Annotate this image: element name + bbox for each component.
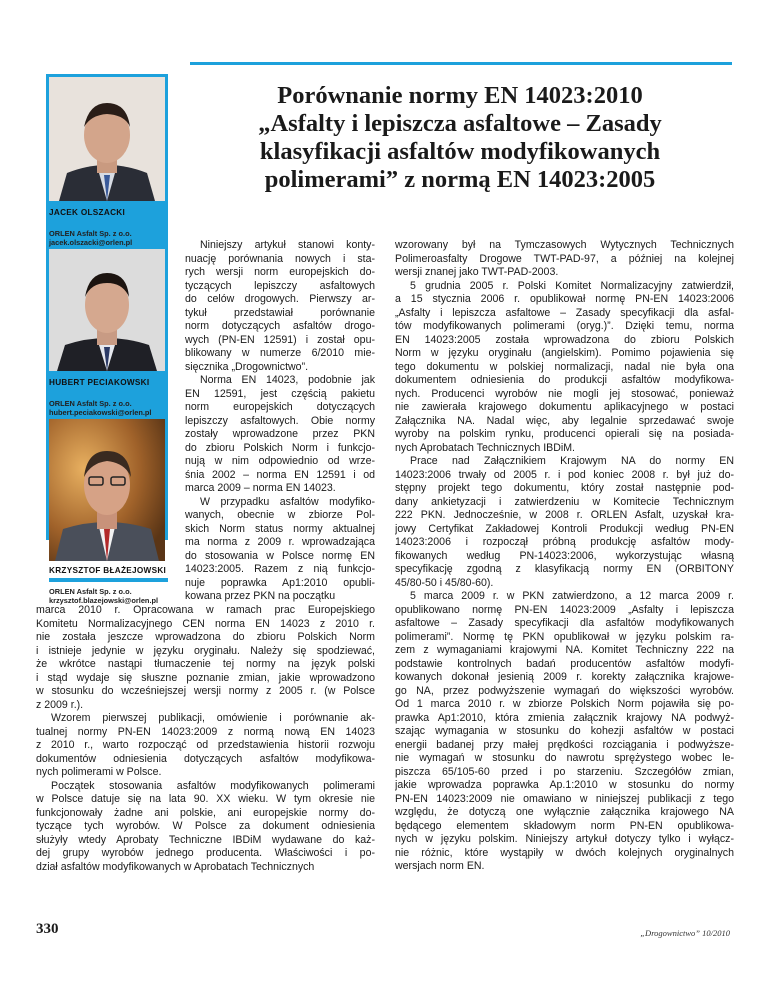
author-photo-blazejowski — [49, 419, 165, 561]
text-line: funkcjonowały żadne ani polskie, ani europejskie normy do- — [36, 806, 375, 819]
text-line: 5 marca 2009 r. w PKN zatwierdzono, a 12 marca 2009 r. — [410, 590, 734, 602]
text-line: Polimeroasfalty Drogowe TWT-PAD-97, a później na kolejnej — [395, 252, 734, 265]
author-org: ORLEN Asfalt Sp. z o.o. — [49, 587, 132, 596]
text-line: stępny projekt tego dokumentu, który został następnie pod- — [395, 482, 734, 494]
text-line: i istnieje jedynie w języku oryginału. Należy się spodziewać, — [36, 644, 375, 657]
text-line: dokumentów odniesienia dotyczących asfaltów modyfikowa- — [36, 752, 375, 765]
text-line: wersjach norm EN. — [395, 860, 485, 872]
text-line: prawka Ap1:2010, która zmienia załącznik krajowy NA podwyż- — [395, 711, 734, 724]
text-line: do celów drogowych. Pierwszy ar- — [185, 293, 375, 305]
text-line: służyły wtedy Aprobaty Techniczne IBDiM wydawane do każ- — [36, 833, 375, 846]
text-line: tów modyfikowanych polimerami (oryg.)”. Dzięki temu, norma — [395, 320, 734, 332]
text-line: wanych, obecnie w zbiorze Pol- — [185, 509, 375, 521]
text-line: dokumentem odniesienia do produkcji asfaltów modyfikowa- — [395, 374, 734, 386]
text-line: fikowanych według PN-14023:2006, wykorzystując własną — [395, 549, 734, 562]
text-line: w Polsce datuje się na lata 90. XX wieku. W tym okresie nie — [36, 793, 375, 805]
text-line: jowy Certyfikat Zakładowej Kontroli Produkcji według PN-EN — [395, 522, 734, 535]
author-name: KRZYSZTOF BŁAŻEJOWSKI — [49, 566, 167, 575]
text-line: szając wymagania w stosunku do kohezji asfaltów w postaci — [395, 725, 734, 737]
text-line: sięcznika „Drogownictwo”. — [185, 360, 309, 373]
text-line: a 15 stycznia 2006 r. opublikował normę PN-EN 14023:2006 — [395, 293, 734, 305]
journal-footer: „Drogownictwo” 10/2010 — [640, 928, 730, 938]
text-line: EN 12591, jest częścią pakietu — [185, 387, 375, 400]
text-line: wyroby na polskim rynku, producenci opierali się na posiada- — [395, 428, 734, 440]
text-line: go NA, przez podwyższenie wymagań do większości wyrobów. — [395, 684, 734, 697]
text-line: kowanych dokonał jesienią 2009 r. korekty załącznika krajowe- — [395, 671, 734, 683]
text-line: „Asfalty i lepiszcza asfaltowe – Zasady specyfikacji dla asfal- — [395, 306, 734, 319]
text-line: nych w języku polskim. Niniejszy artykuł dotyczy tylko i wyłącz- — [395, 833, 734, 845]
text-line: że wkrótce nastąpi tłumaczenie tej normy na język polski — [36, 658, 375, 670]
text-line: wych (PN-EN 12591) i został opu- — [185, 333, 375, 346]
body-text-narrow-column — [185, 239, 375, 604]
author-email[interactable]: jacek.olszacki@orlen.pl — [49, 238, 133, 247]
author-org: ORLEN Asfalt Sp. z o.o. — [49, 399, 132, 408]
page-number: 330 — [36, 921, 59, 937]
text-line: tykuł przedstawiał porównanie — [185, 306, 375, 319]
title-line: „Asfalty i lepiszcza asfaltowe – Zasady — [258, 110, 662, 137]
text-line: zostały wprowadzone przez PKN — [185, 428, 375, 440]
text-line: do stosowania w Polsce normę EN — [185, 549, 375, 562]
text-line: dany ankietyzacji i zatwierdzeniu w Komitecie Technicznym — [395, 495, 734, 508]
text-line: asfaltowe – Zasady specyfikacji dla asfaltów modyfikowanych — [395, 617, 734, 629]
author-block-olszacki — [49, 208, 174, 247]
text-line: rych wersji norm europejskich do- — [185, 266, 375, 278]
text-line: nych polimerami w Polsce. — [36, 766, 162, 778]
author-name: JACEK OLSZACKI — [49, 208, 126, 217]
text-line: Niniejszy artykuł stanowi konty- — [200, 239, 375, 251]
text-line: wzorowany był na Tymczasowych Wytycznych Technicznych — [395, 239, 734, 251]
text-line: 14023:2006 trwały od 2005 r. i pod koniec 2008 r. był już do- — [395, 468, 734, 481]
text-line: 45/80-50 i 45/80-60). — [395, 576, 494, 589]
text-line: specyfikację zgodną z klasyfikacją normy EN (ORBITONY — [395, 563, 734, 575]
text-line: nych. Producenci wyrobów nie mogli jej stosować, ponieważ — [395, 387, 734, 400]
text-line: Wzorem pierwszej publikacji, omówienie i porównanie ak- — [51, 712, 375, 724]
text-line: zem z wymaganiami krajowymi NA. Komitet Techniczny 222 na — [395, 644, 734, 656]
text-line: skich Norm status normy aktualnej — [185, 522, 375, 535]
text-line: Komitetu Normalizacyjnego CEN norma EN 14023 z 2010 r. — [36, 617, 375, 630]
text-line: lepiszczy asfaltowych. Obie normy — [185, 414, 375, 427]
author-bar — [49, 578, 168, 582]
title-line: klasyfikacji asfaltów modyfikowanych — [259, 138, 661, 165]
text-line: Od 1 marca 2010 r. w zbiorze Polskich Norm pojawiła się po- — [395, 698, 734, 710]
author-org: ORLEN Asfalt Sp. z o.o. — [49, 229, 132, 238]
text-line: względu, że dotyczą one wyłącznie załącznika krajowego NA — [395, 806, 734, 818]
text-line: w stosunku do wcześniejszej wersji normy z 2005 r. (w Polsce — [36, 685, 375, 697]
text-line: W przypadku asfaltów modyfiko- — [200, 495, 375, 508]
text-line: będącego elementem składowym norm PN-EN opublikowa- — [395, 819, 734, 832]
text-line: z 2009 r.). — [36, 698, 84, 711]
body-text-right-column — [395, 239, 734, 874]
text-line: i stąd wydaje się słuszne poznanie zmian, jakie wprowadzono — [36, 671, 375, 684]
text-line: tyczących lepiszczy asfaltowych — [185, 279, 375, 292]
title-line: polimerami” z normą EN 14023:2005 — [264, 166, 656, 193]
author-block-blazejowski — [49, 566, 174, 605]
author-block-peciakowski — [49, 378, 174, 417]
text-line: jakie wprowadza poprawka Ap.1:2010 w stosunku do normy — [395, 779, 734, 791]
text-line: nuje poprawka Ap1:2010 opubli- — [185, 576, 375, 589]
text-line: śnia 2002 – norma EN 12591 i od — [185, 468, 375, 481]
text-line: nie została jeszcze wprowadzona do zbioru Polskich Norm — [36, 631, 375, 643]
title-line: Porównanie normy EN 14023:2010 — [277, 82, 643, 109]
article-title — [200, 82, 720, 194]
text-line: 222 PKN. Jednocześnie, w 2008 r. ORLEN Asfalt, uzyskał kra- — [395, 509, 734, 521]
text-line: nych Aprobatach Technicznych IBDiM. — [395, 441, 575, 454]
text-line: dej grupy wyrobów jednego producenta. Właściwości i po- — [36, 847, 375, 859]
text-line: norm dotyczących asfaltów drogo- — [185, 320, 375, 332]
text-line: PN-EN 14023:2009 nie omawiano w niniejszej publikacji z tego — [395, 792, 734, 805]
text-line: 14023:2006 i rozpoczął próbną produkcję asfaltów mody- — [395, 536, 734, 548]
text-line: opublikowano normę PN-EN 14023:2009 „Asfalty i lepiszcza — [395, 603, 734, 616]
text-line: nują w nim odpowiednio od wrze- — [185, 455, 375, 467]
author-email[interactable]: krzysztof.blazejowski@orlen.pl — [49, 596, 159, 605]
text-line: EN 14023:2005 została wprowadzona do zbioru Polskich — [395, 333, 734, 346]
text-line: tyczące tych wyrobów. W Polsce za dokument odniesienia — [36, 820, 375, 832]
text-line: z 2010 r., warto rozpocząć od przedstawienia historii rozwoju — [36, 739, 375, 751]
text-line: nie zawierała krajowego dokumentu aplikacyjnego w postaci — [395, 401, 734, 413]
text-line: kowana przez PKN na początku — [185, 590, 336, 602]
text-line: Norma EN 14023, podobnie jak — [200, 374, 375, 386]
text-line: nuację porównania nowych i sta- — [185, 252, 375, 265]
text-line: Prace nad Załącznikiem Krajowym NA do normy EN — [410, 455, 734, 467]
text-line: Załącznika NA. Nadal więc, aby legalnie sprzedawać swoje — [395, 414, 734, 427]
text-line: nie różnic, które wystąpiły w dwóch kolejnych oryginalnych — [395, 846, 734, 859]
text-line: marca 2010 r. Opracowana w ramach prac Europejskiego — [36, 604, 375, 616]
author-name: HUBERT PECIAKOWSKI — [49, 378, 150, 387]
author-email[interactable]: hubert.peciakowski@orlen.pl — [49, 408, 152, 417]
text-line: ma norma z 2009 r. wprowadzająca — [185, 536, 375, 548]
author-photo-olszacki — [49, 77, 165, 201]
text-line: blikowany w numerze 6/2010 mie- — [185, 347, 375, 359]
text-line: do zbioru Polskich Norm i funkcjo- — [185, 441, 375, 454]
text-line: wersji znanej jako TWT-PAD-2003. — [395, 266, 559, 278]
author-bar — [49, 220, 168, 224]
text-line: podstawie kontrolnych badań producentów asfaltów modyfi- — [395, 657, 734, 670]
text-line: Początek stosowania asfaltów modyfikowanych polimerami — [51, 779, 375, 792]
text-line: nie wymagań w stosunku do nawrotu sprężystego wobec le- — [395, 752, 734, 764]
author-photo-peciakowski — [49, 249, 165, 371]
text-line: tego dokumentu w polskiej normalizacji, nadal nie była ona — [395, 360, 734, 373]
text-line: piszcza 65/105-60 przed i po starzeniu. Szczegółów zmian, — [395, 765, 734, 778]
text-line: norm europejskich dotyczących — [185, 401, 375, 413]
text-line: 5 grudnia 2005 r. Polski Komitet Normalizacyjny zatwierdził, — [410, 279, 734, 292]
author-bar — [49, 390, 168, 394]
header-rule — [190, 62, 732, 65]
text-line: marca 2009 – norma EN 14023. — [185, 482, 336, 494]
text-line: 14023:2005. Razem z nią funkcjo- — [185, 563, 375, 575]
text-line: energii badanej przy małej prędkości rozciągania i podwyższe- — [395, 738, 734, 751]
body-text-left-column — [36, 604, 375, 874]
text-line: dział asfaltów modyfikowanych w Aprobatach Technicznych — [36, 860, 315, 873]
text-line: polimerami”. Normę tę PKN opublikował w języku polskim ra- — [395, 630, 734, 643]
text-line: Norm w języku oryginału (angielskim). Pomimo pojawienia się — [395, 347, 734, 359]
text-line: tualnej normy PN-EN 14023:2009 z normą nową EN 14023 — [36, 725, 375, 738]
